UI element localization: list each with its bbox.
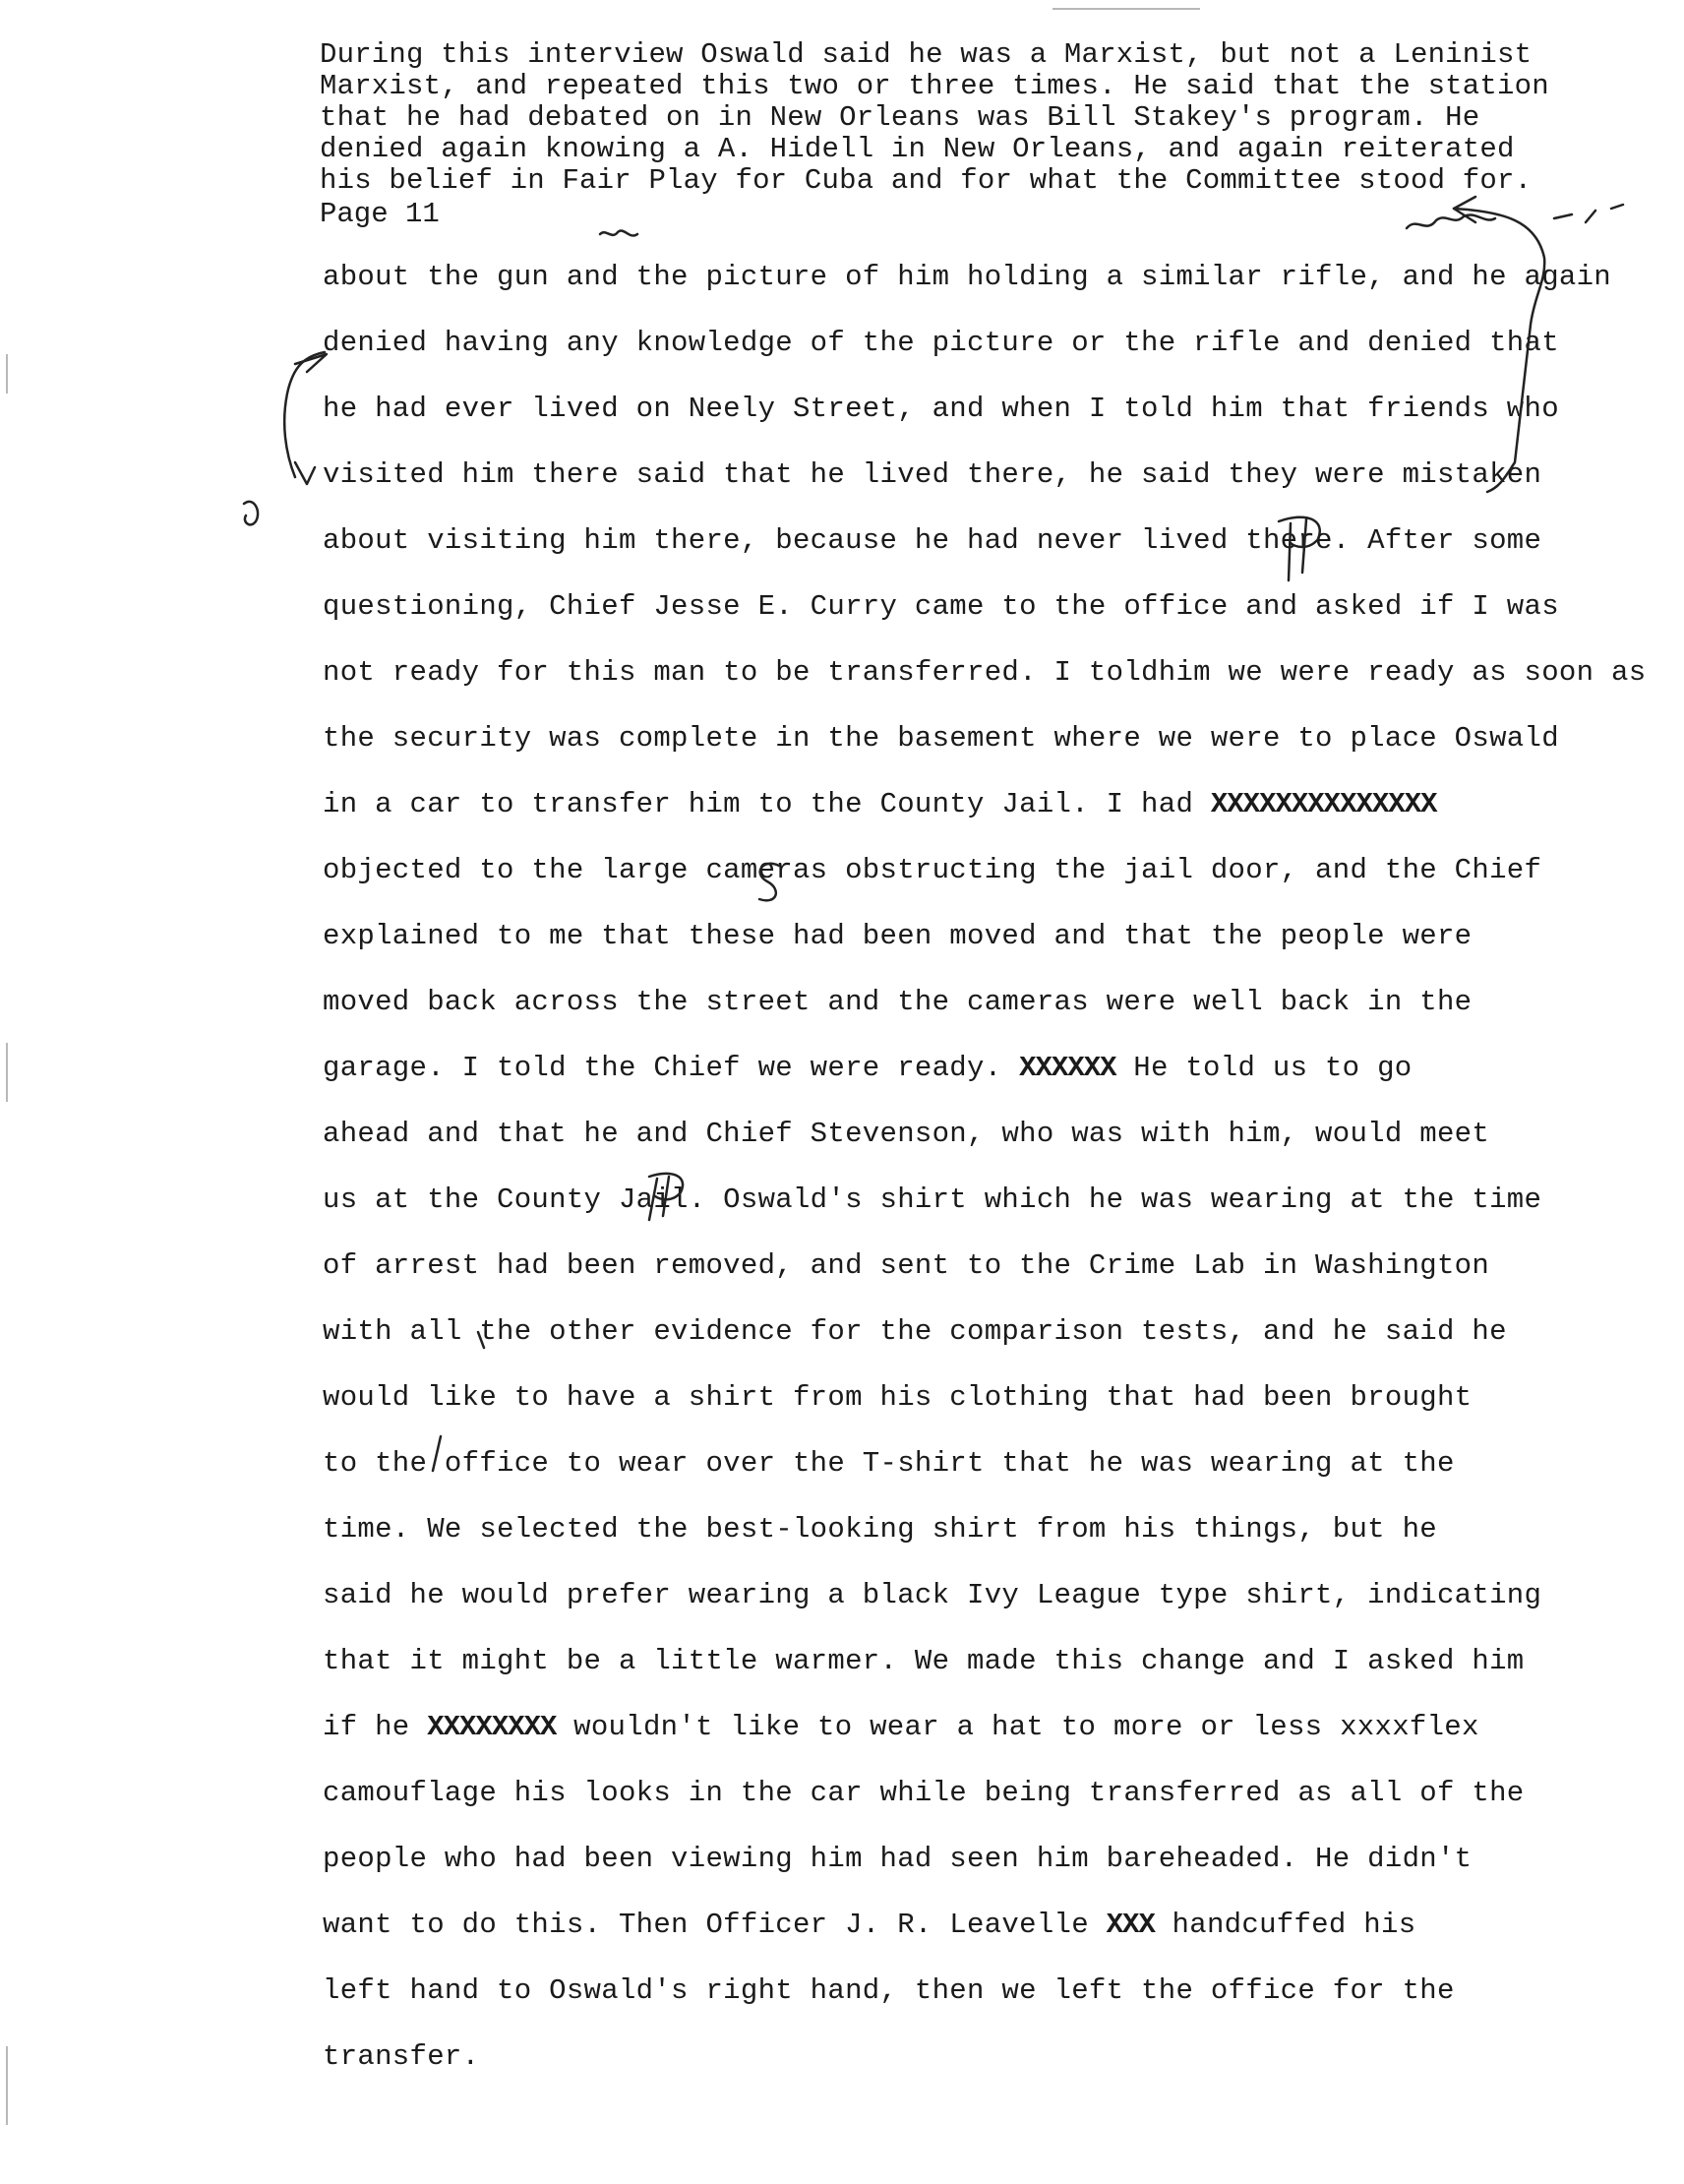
line-text: with all the other evidence for the comparison tests, and he said he — [323, 1315, 1507, 1348]
text-line — [323, 722, 1601, 788]
line-text: us at the County Jail. Oswald's shirt which he was wearing at the time — [323, 1183, 1542, 1216]
text-line — [323, 986, 1601, 1052]
text-line — [323, 590, 1601, 656]
line-text: about visiting him there, because he had never lived there. After some — [323, 524, 1542, 557]
text-line — [323, 1843, 1601, 1909]
typed-body — [323, 261, 1647, 2106]
line-text: to the office to wear over the T-shirt that he was wearing at the — [323, 1447, 1455, 1480]
text-line — [323, 920, 1601, 986]
margin-check — [295, 462, 315, 484]
text-line: denied again knowing a A. Hidell in New Orleans, and again reiterated — [320, 133, 1515, 165]
text-line — [323, 1513, 1601, 1579]
text-line — [323, 1447, 1601, 1513]
text-line: his belief in Fair Play for Cuba and for what the Committee stood for. — [320, 164, 1533, 197]
text-line — [323, 327, 1601, 393]
margin-scribble — [600, 230, 637, 235]
scan-edge-mark — [1052, 8, 1200, 10]
struck-out-text: XXX — [1106, 1909, 1155, 1941]
text-line — [323, 1711, 1601, 1777]
text-line: Marxist, and repeated this two or three times. He said that the station — [320, 70, 1549, 102]
line-text: moved back across the street and the cameras were well back in the — [323, 986, 1473, 1018]
text-line — [323, 261, 1612, 327]
line-text: would like to have a shirt from his clothing that had been brought — [323, 1381, 1473, 1414]
text-line — [323, 458, 1601, 524]
text-line — [323, 656, 1647, 722]
line-text: handcuffed his — [1154, 1909, 1416, 1941]
text-line — [323, 1249, 1601, 1315]
line-text: the security was complete in the basement where we were to place Oswald — [323, 722, 1559, 755]
text-line: that he had debated on in New Orleans was Bill Stakey's program. He — [320, 101, 1480, 134]
text-line — [323, 1052, 1601, 1118]
scan-edge-mark — [6, 2046, 8, 2125]
text-line — [323, 1645, 1601, 1711]
line-text: he had ever lived on Neely Street, and when I told him that friends who — [323, 393, 1559, 425]
text-line — [323, 2040, 1601, 2106]
margin-scribble — [244, 502, 258, 525]
text-line — [323, 1777, 1601, 1843]
line-text: denied having any knowledge of the picture or the rifle and denied that — [323, 327, 1559, 359]
text-line — [323, 1909, 1601, 1974]
line-text: said he would prefer wearing a black Ivy League type shirt, indicating — [323, 1579, 1542, 1611]
line-text: questioning, Chief Jesse E. Curry came to the office and asked if I was — [323, 590, 1559, 623]
text-line — [323, 1118, 1601, 1183]
pasted-paragraph — [320, 39, 1589, 197]
line-text: explained to me that these had been moved and that the people were — [323, 920, 1473, 952]
text-line: During this interview Oswald said he was a Marxist, but not a Leninist — [320, 38, 1533, 71]
line-text: transfer. — [323, 2040, 480, 2073]
margin-scribble — [1554, 205, 1623, 222]
line-text: camouflage his looks in the car while being transferred as all of the — [323, 1777, 1525, 1809]
line-text: ahead and that he and Chief Stevenson, who was with him, would meet — [323, 1118, 1490, 1150]
line-text: garage. I told the Chief we were ready. — [323, 1052, 1020, 1084]
line-text: want to do this. Then Officer J. R. Leavelle — [323, 1909, 1107, 1941]
line-text: time. We selected the best-looking shirt from his things, but he — [323, 1513, 1437, 1546]
struck-out-text: XXXXXXXXXXXXXX — [1210, 788, 1437, 820]
line-text: visited him there said that he lived there, he said they were mistaken — [323, 458, 1542, 491]
text-line — [323, 1974, 1601, 2040]
text-line — [323, 393, 1601, 458]
text-line — [323, 854, 1601, 920]
text-line — [323, 1315, 1601, 1381]
line-text: He told us to go — [1115, 1052, 1413, 1084]
line-text: left hand to Oswald's right hand, then we left the office for the — [323, 1974, 1455, 2007]
struck-out-text: XXXXXXXX — [427, 1711, 557, 1743]
text-line — [323, 788, 1601, 854]
struck-out-text: XXXXXX — [1019, 1052, 1116, 1084]
scan-edge-mark — [6, 1043, 8, 1102]
line-text: in a car to transfer him to the County Jail. I had — [323, 788, 1211, 820]
line-text: not ready for this man to be transferred. I toldhim we were ready as soon as — [323, 656, 1647, 689]
page-number-label: Page 11 — [320, 198, 440, 230]
line-text: of arrest had been removed, and sent to the Crime Lab in Washington — [323, 1249, 1490, 1282]
insertion-arrow — [1454, 197, 1475, 222]
line-text: wouldn't like to wear a hat to more or less xxxxflex — [556, 1711, 1479, 1743]
line-text: about the gun and the picture of him holding a similar rifle, and he again — [323, 261, 1612, 293]
text-line — [323, 1183, 1601, 1249]
line-text: if he — [323, 1711, 428, 1743]
line-text: objected to the large cameras obstructing the jail door, and the Chief — [323, 854, 1542, 886]
margin-scribble — [1407, 214, 1495, 228]
line-text: people who had been viewing him had seen him bareheaded. He didn't — [323, 1843, 1473, 1875]
text-line — [323, 524, 1601, 590]
text-line — [323, 1579, 1601, 1645]
line-text: that it might be a little warmer. We made this change and I asked him — [323, 1645, 1525, 1677]
left-bracket-arrow — [284, 352, 325, 477]
scan-edge-mark — [6, 354, 8, 394]
text-line — [323, 1381, 1601, 1447]
